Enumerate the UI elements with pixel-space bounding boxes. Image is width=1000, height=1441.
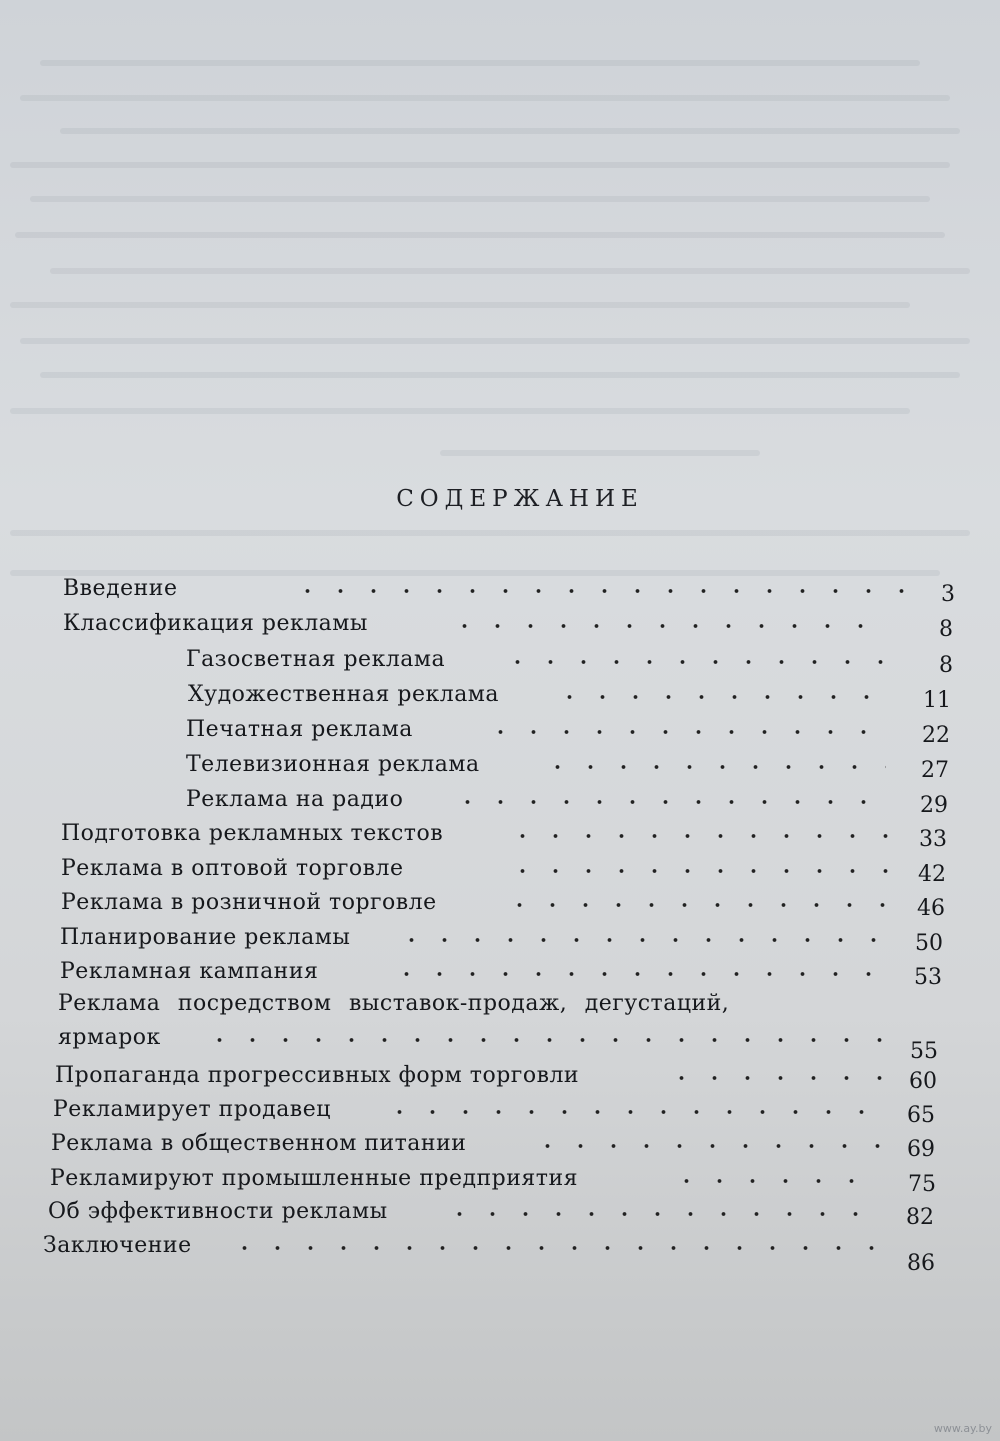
toc-page-number: 55: [910, 1039, 938, 1064]
toc-entry: [61, 889, 945, 923]
toc-entry-title: Реклама посредством выставок-продаж, дегустаций,: [58, 991, 730, 1016]
toc-entry-title: Заключение: [43, 1233, 192, 1258]
toc-entry-title: Рекламируют промышленные предприятия: [50, 1166, 579, 1191]
toc-entry-title: Реклама на радио: [186, 787, 404, 812]
toc-entry: [63, 610, 953, 644]
dot-leader: [390, 964, 890, 984]
toc-page-number: 22: [922, 723, 950, 748]
toc-entry: [188, 681, 951, 715]
dot-leader: [291, 581, 919, 601]
dot-leader: [203, 1030, 893, 1050]
watermark: www.ay.by: [933, 1422, 992, 1435]
toc-entry: [51, 1130, 935, 1164]
toc-entry: [186, 646, 953, 680]
toc-entry-title: Рекламирует продавец: [53, 1097, 331, 1122]
toc-page-number: 75: [908, 1172, 936, 1197]
toc-entry-title: Художественная реклама: [188, 682, 500, 707]
toc-page-number: 86: [907, 1251, 935, 1276]
toc-entry-title: ярмарок: [58, 1025, 161, 1050]
toc-entry-title: Реклама в оптовой торговле: [61, 856, 404, 881]
toc-entry-title: Пропаганда прогрессивных форм торговли: [55, 1063, 580, 1088]
dot-leader: [553, 687, 883, 707]
toc-entry-title: Телевизионная реклама: [186, 752, 480, 777]
toc-entry-title: Рекламная кампания: [60, 959, 319, 984]
page-title: СОДЕРЖАНИЕ: [396, 486, 644, 512]
dot-leader: [503, 895, 893, 915]
toc-page-number: 8: [939, 617, 953, 642]
toc-page-number: 27: [921, 758, 949, 783]
dot-leader: [228, 1238, 888, 1258]
toc-entry-title: Газосветная реклама: [186, 647, 446, 672]
toc-page-number: 3: [941, 582, 955, 607]
toc-page-number: 11: [923, 688, 951, 713]
dot-leader: [443, 1204, 883, 1224]
toc-entry: [58, 990, 938, 1024]
dot-leader: [506, 826, 896, 846]
toc-page-number: 29: [920, 793, 948, 818]
toc-entry-title: Введение: [63, 576, 178, 601]
toc-entry-title: Об эффективности рекламы: [48, 1199, 388, 1224]
dot-leader: [448, 616, 888, 636]
dot-leader: [531, 1136, 881, 1156]
toc-entry: [186, 751, 949, 785]
dot-leader: [451, 792, 891, 812]
toc-page-number: 46: [917, 896, 945, 921]
toc-entry: [63, 575, 955, 609]
toc-entry: [60, 958, 942, 992]
toc-entry-title: Печатная реклама: [186, 717, 413, 742]
toc-entry: [50, 1165, 936, 1199]
toc-entry-title: Реклама в розничной торговле: [61, 890, 437, 915]
toc-page-number: 33: [919, 827, 947, 852]
toc-entry: [55, 1062, 937, 1096]
toc-entry: [58, 1024, 938, 1064]
dot-leader: [665, 1068, 885, 1088]
toc-entry: [61, 820, 947, 854]
toc-entry: [53, 1096, 935, 1130]
dot-leader: [506, 861, 896, 881]
dot-leader: [395, 930, 890, 950]
toc-entry-title: Реклама в общественном питании: [51, 1131, 467, 1156]
toc-entry-title: Подготовка рекламных текстов: [61, 821, 444, 846]
toc-page-number: 69: [907, 1137, 935, 1162]
dot-leader: [484, 722, 884, 742]
dot-leader: [383, 1102, 883, 1122]
toc-page-number: 60: [909, 1069, 937, 1094]
toc-entry: [186, 716, 950, 750]
toc-page-number: 82: [906, 1205, 934, 1230]
toc-entry-title: Классификация рекламы: [63, 611, 368, 636]
dot-leader: [670, 1171, 880, 1191]
toc-entry: [186, 786, 948, 820]
toc-entry: [48, 1198, 934, 1232]
toc-page-number: 65: [907, 1103, 935, 1128]
toc-entry: [43, 1232, 935, 1276]
toc-page-number: 50: [915, 931, 943, 956]
toc-page-number: 42: [918, 862, 946, 887]
toc-entry-title: Планирование рекламы: [60, 925, 351, 950]
dot-leader: [501, 652, 891, 672]
toc-entry: [61, 855, 946, 889]
toc-entry: [60, 924, 943, 958]
dot-leader: [541, 757, 886, 777]
toc-page-number: 8: [939, 653, 953, 678]
toc-page-number: 53: [914, 965, 942, 990]
